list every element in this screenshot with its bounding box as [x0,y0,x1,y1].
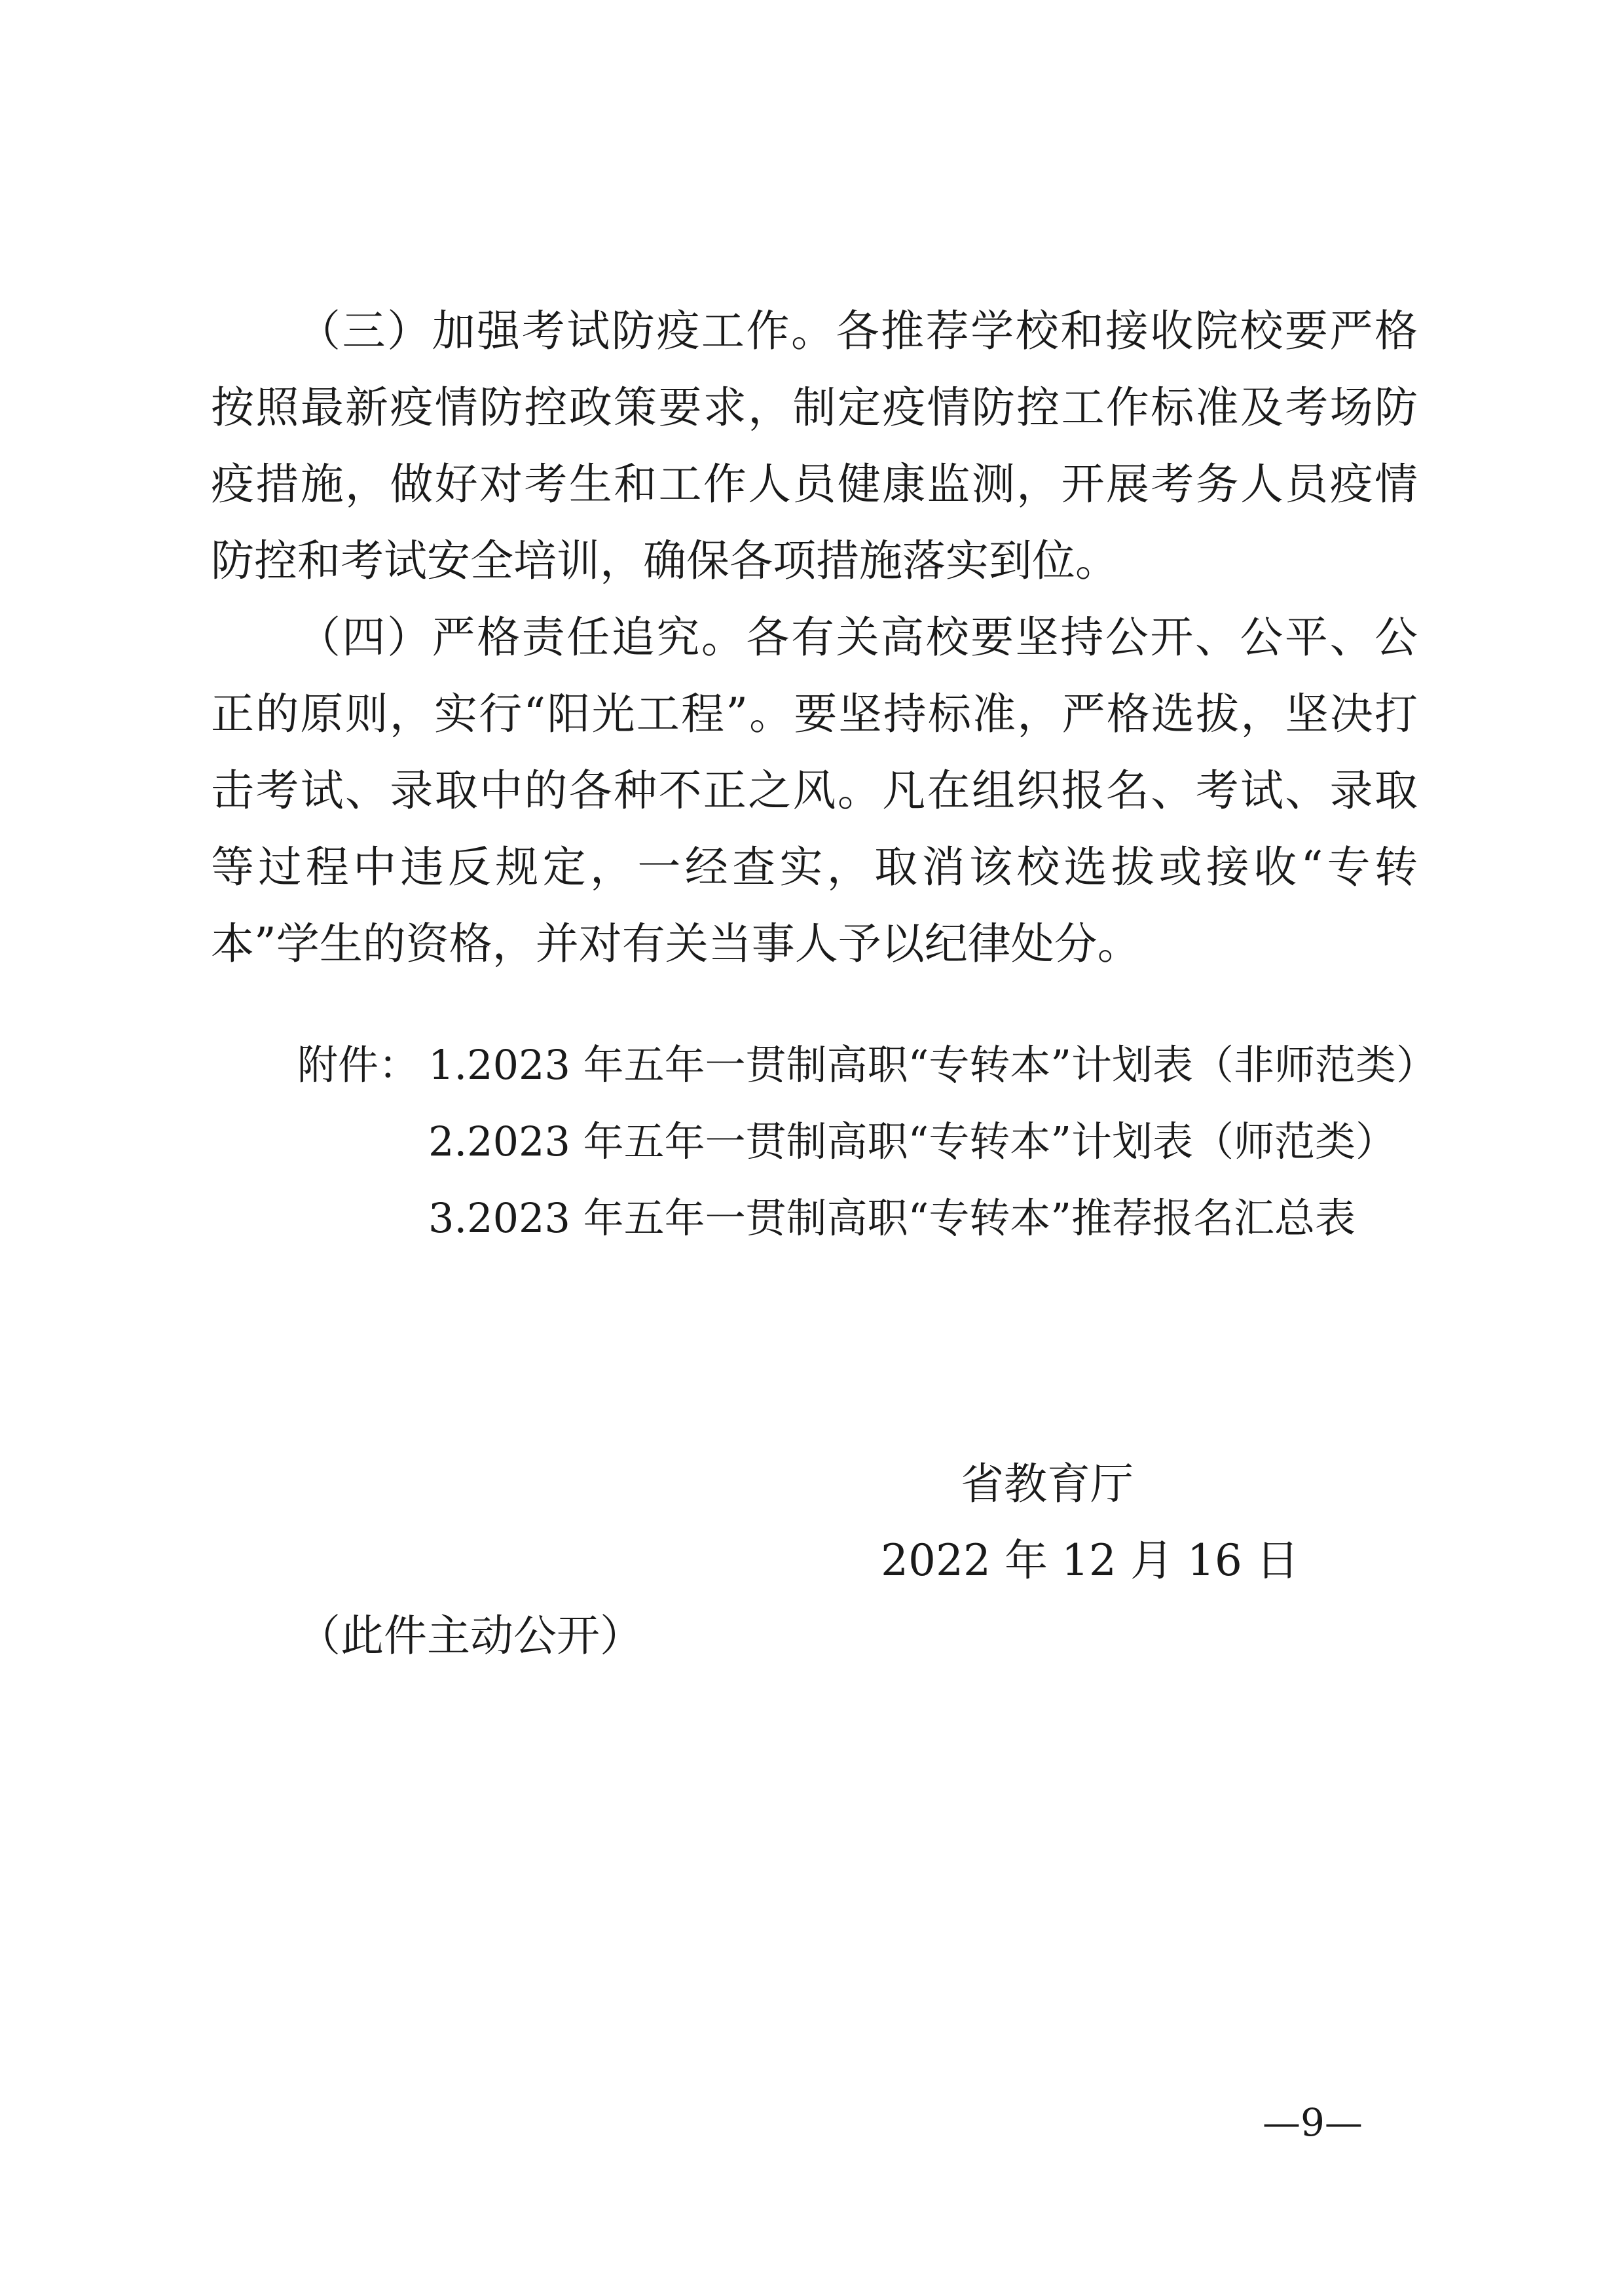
paragraph-accountability: （四）严格责任追究。各有关高校要坚持公开、公平、公正的原则，实行“阳光工程”。要坚持标准，严格选拔，坚决打击考试、录取中的各种不正之风。凡在组织报名、考试、录取等过程中违反规定，一经查实，取消该校选拔或接收“专转本”学生的资格，并对有关当事人予以纪律处分。 [211,612,1418,969]
paragraph-epidemic-prevention: （三）加强考试防疫工作。各推荐学校和接收院校要严格按照最新疫情防控政策要求，制定疫情防控工作标准及考场防疫措施，做好对考生和工作人员健康监测，开展考务人员疫情防控和考试安全培训，确保各项措施落实到位。 [211,306,1418,586]
page-number: —9— [1263,2100,1363,2145]
attachments-list [297,1027,1437,1256]
attachment-row [297,1180,1437,1256]
attachment-indent [297,1180,428,1256]
attachment-item-1: 1.2023 年五年一贯制高职“专转本”计划表（非师范类） [428,1041,1437,1089]
attachment-item-2: 2.2023 年五年一贯制高职“专转本”计划表（师范类） [428,1118,1397,1165]
public-disclosure-note: （此件主动公开） [297,1611,643,1661]
attachments-label: 附件： [297,1041,420,1089]
attachment-row [297,1027,1437,1103]
issuer-signature: 省教育厅 [961,1459,1134,1509]
attachment-item-3: 3.2023 年五年一贯制高职“专转本”推荐报名汇总表 [428,1194,1356,1242]
attachment-indent [297,1103,428,1180]
issue-date: 2022 年 12 月 16 日 [881,1535,1299,1586]
attachment-row [297,1103,1437,1180]
